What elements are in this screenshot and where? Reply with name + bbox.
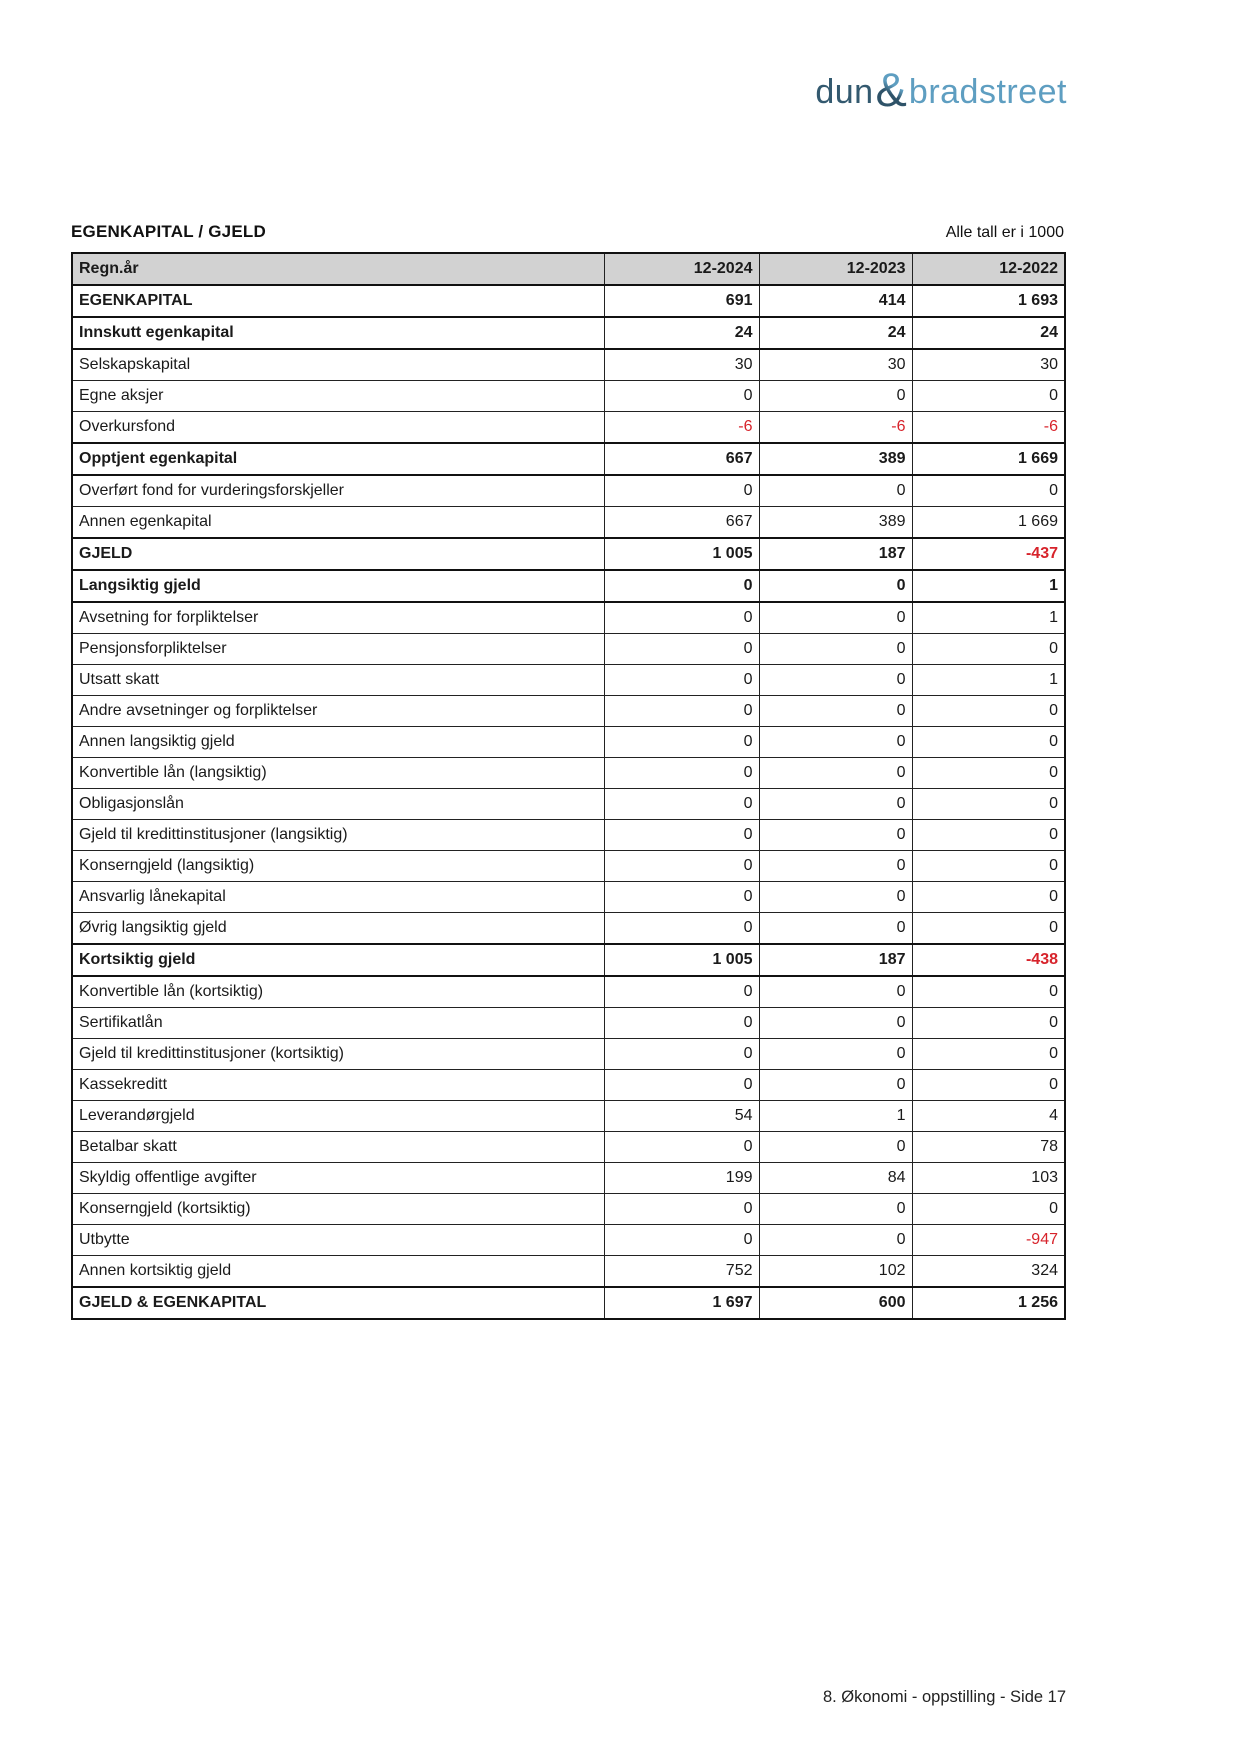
row-label: Langsiktig gjeld: [72, 570, 604, 602]
row-value: 0: [759, 976, 912, 1008]
row-label: Sertifikatlån: [72, 1008, 604, 1039]
row-value: 24: [759, 317, 912, 349]
row-value: 1: [912, 665, 1065, 696]
row-value: 30: [604, 349, 759, 381]
row-value: -6: [912, 412, 1065, 444]
row-value: 0: [912, 882, 1065, 913]
row-label: EGENKAPITAL: [72, 285, 604, 317]
row-value: 389: [759, 507, 912, 539]
row-value: 0: [759, 475, 912, 507]
table-row: [72, 1008, 1065, 1039]
row-value: 0: [759, 634, 912, 665]
row-value: -438: [912, 944, 1065, 976]
row-value: 0: [604, 381, 759, 412]
row-label: Utsatt skatt: [72, 665, 604, 696]
row-value: 0: [759, 1194, 912, 1225]
row-value: 0: [912, 1039, 1065, 1070]
row-value: 0: [604, 1132, 759, 1163]
row-label: Overført fond for vurderingsforskjeller: [72, 475, 604, 507]
row-label: Betalbar skatt: [72, 1132, 604, 1163]
row-value: 0: [759, 882, 912, 913]
row-label: Leverandørgjeld: [72, 1101, 604, 1132]
row-value: 600: [759, 1287, 912, 1319]
table-row: [72, 1101, 1065, 1132]
units-note: Alle tall er i 1000: [945, 224, 1064, 241]
row-label: Kassekreditt: [72, 1070, 604, 1101]
column-header-year: 12-2022: [912, 253, 1065, 285]
row-value: 0: [759, 820, 912, 851]
row-value: 0: [604, 820, 759, 851]
table-row: [72, 412, 1065, 444]
table-row: [72, 1163, 1065, 1194]
row-value: 0: [912, 789, 1065, 820]
row-label: Gjeld til kredittinstitusjoner (kortsiktig): [72, 1039, 604, 1070]
row-value: 0: [759, 602, 912, 634]
row-label: Obligasjonslån: [72, 789, 604, 820]
row-value: 0: [912, 381, 1065, 412]
row-label: Ansvarlig lånekapital: [72, 882, 604, 913]
row-value: 0: [912, 820, 1065, 851]
row-value: 1 697: [604, 1287, 759, 1319]
row-value: 0: [604, 882, 759, 913]
row-value: 0: [759, 758, 912, 789]
row-label: Skyldig offentlige avgifter: [72, 1163, 604, 1194]
table-row: [72, 443, 1065, 475]
row-value: 0: [604, 602, 759, 634]
row-value: 0: [759, 696, 912, 727]
row-value: 0: [759, 1039, 912, 1070]
row-value: -947: [912, 1225, 1065, 1256]
row-value: 0: [604, 1225, 759, 1256]
table-row: [72, 538, 1065, 570]
row-value: 0: [604, 913, 759, 945]
dun-bradstreet-logo: [815, 63, 1067, 116]
row-value: 102: [759, 1256, 912, 1288]
table-row: [72, 851, 1065, 882]
row-value: 0: [912, 696, 1065, 727]
row-value: 187: [759, 538, 912, 570]
row-value: 0: [604, 727, 759, 758]
row-value: 54: [604, 1101, 759, 1132]
table-row: [72, 944, 1065, 976]
table-row: [72, 475, 1065, 507]
table-row: [72, 882, 1065, 913]
row-value: 0: [604, 475, 759, 507]
row-value: 4: [912, 1101, 1065, 1132]
row-value: 0: [759, 1132, 912, 1163]
row-value: 1 005: [604, 538, 759, 570]
table-row: [72, 1132, 1065, 1163]
row-value: 0: [759, 1070, 912, 1101]
row-value: 0: [604, 851, 759, 882]
section-title: EGENKAPITAL / GJELD: [71, 222, 266, 241]
row-label: Avsetning for forpliktelser: [72, 602, 604, 634]
row-value: 0: [912, 851, 1065, 882]
balance-sheet-table-wrap: [71, 252, 1064, 1320]
row-value: 752: [604, 1256, 759, 1288]
row-value: 0: [604, 1070, 759, 1101]
row-label: Konvertible lån (kortsiktig): [72, 976, 604, 1008]
table-row: [72, 602, 1065, 634]
row-value: 0: [604, 1194, 759, 1225]
row-value: 24: [912, 317, 1065, 349]
row-label: Pensjonsforpliktelser: [72, 634, 604, 665]
row-value: 0: [604, 570, 759, 602]
row-value: 667: [604, 443, 759, 475]
row-value: 0: [759, 727, 912, 758]
table-row: [72, 1256, 1065, 1288]
row-value: 0: [604, 1008, 759, 1039]
table-row: [72, 1194, 1065, 1225]
row-label: Utbytte: [72, 1225, 604, 1256]
row-label: GJELD: [72, 538, 604, 570]
column-header-year: 12-2024: [604, 253, 759, 285]
table-row: [72, 727, 1065, 758]
table-row: [72, 758, 1065, 789]
row-value: 0: [912, 758, 1065, 789]
row-value: 691: [604, 285, 759, 317]
row-value: 1 005: [604, 944, 759, 976]
row-label: Øvrig langsiktig gjeld: [72, 913, 604, 945]
row-label: Kortsiktig gjeld: [72, 944, 604, 976]
row-label: Selskapskapital: [72, 349, 604, 381]
table-row: [72, 317, 1065, 349]
row-value: 0: [759, 665, 912, 696]
table-heading: [71, 222, 1064, 242]
balance-sheet-table: [71, 252, 1066, 1320]
table-row: [72, 1225, 1065, 1256]
row-value: 0: [912, 1194, 1065, 1225]
row-value: 414: [759, 285, 912, 317]
table-row: [72, 789, 1065, 820]
table-row: [72, 1287, 1065, 1319]
row-label: Andre avsetninger og forpliktelser: [72, 696, 604, 727]
row-value: -6: [759, 412, 912, 444]
row-value: 0: [759, 789, 912, 820]
row-value: 0: [912, 634, 1065, 665]
row-value: 1 669: [912, 507, 1065, 539]
row-value: 30: [759, 349, 912, 381]
table-row: [72, 349, 1065, 381]
table-header: [72, 253, 1065, 285]
table-row: [72, 285, 1065, 317]
row-value: 1: [912, 602, 1065, 634]
row-label: Egne aksjer: [72, 381, 604, 412]
row-value: 103: [912, 1163, 1065, 1194]
row-value: 0: [759, 381, 912, 412]
row-value: 0: [912, 913, 1065, 945]
row-value: 0: [604, 758, 759, 789]
row-value: 84: [759, 1163, 912, 1194]
table-header-row: [72, 253, 1065, 285]
row-value: 0: [759, 851, 912, 882]
row-value: 0: [604, 789, 759, 820]
row-value: 0: [759, 570, 912, 602]
row-value: 0: [912, 727, 1065, 758]
logo-word-bradstreet: bradstreet: [908, 72, 1067, 111]
row-label: Innskutt egenkapital: [72, 317, 604, 349]
row-value: 30: [912, 349, 1065, 381]
row-value: 0: [912, 475, 1065, 507]
row-label: Opptjent egenkapital: [72, 443, 604, 475]
table-row: [72, 1039, 1065, 1070]
column-header-label: Regn.år: [72, 253, 604, 285]
row-value: 0: [759, 1008, 912, 1039]
table-row: [72, 381, 1065, 412]
table-row: [72, 1070, 1065, 1101]
row-value: 389: [759, 443, 912, 475]
row-label: GJELD & EGENKAPITAL: [72, 1287, 604, 1319]
row-label: Gjeld til kredittinstitusjoner (langsiktig): [72, 820, 604, 851]
row-value: 1 693: [912, 285, 1065, 317]
row-value: 0: [759, 913, 912, 945]
table-row: [72, 570, 1065, 602]
row-value: 78: [912, 1132, 1065, 1163]
page-footer: 8. Økonomi - oppstilling - Side 17: [822, 1688, 1066, 1706]
row-value: 0: [604, 976, 759, 1008]
row-value: 199: [604, 1163, 759, 1194]
logo-ampersand-icon: &: [875, 63, 907, 116]
row-label: Overkursfond: [72, 412, 604, 444]
row-value: 1 669: [912, 443, 1065, 475]
logo-word-dun: dun: [815, 72, 874, 111]
row-value: 1: [912, 570, 1065, 602]
row-value: 187: [759, 944, 912, 976]
table-row: [72, 820, 1065, 851]
row-value: 667: [604, 507, 759, 539]
row-value: 324: [912, 1256, 1065, 1288]
row-value: 1: [759, 1101, 912, 1132]
column-header-year: 12-2023: [759, 253, 912, 285]
row-value: 0: [604, 696, 759, 727]
row-value: 0: [912, 1070, 1065, 1101]
row-label: Annen langsiktig gjeld: [72, 727, 604, 758]
row-value: -6: [604, 412, 759, 444]
table-row: [72, 913, 1065, 945]
table-row: [72, 507, 1065, 539]
row-label: Konserngjeld (kortsiktig): [72, 1194, 604, 1225]
row-label: Annen egenkapital: [72, 507, 604, 539]
row-value: 0: [604, 665, 759, 696]
row-value: 0: [912, 1008, 1065, 1039]
row-value: 0: [604, 1039, 759, 1070]
row-value: 0: [759, 1225, 912, 1256]
row-value: 0: [912, 976, 1065, 1008]
row-label: Annen kortsiktig gjeld: [72, 1256, 604, 1288]
row-value: -437: [912, 538, 1065, 570]
row-value: 24: [604, 317, 759, 349]
table-row: [72, 665, 1065, 696]
table-body: [72, 285, 1065, 1319]
table-row: [72, 696, 1065, 727]
table-row: [72, 634, 1065, 665]
row-label: Konserngjeld (langsiktig): [72, 851, 604, 882]
row-label: Konvertible lån (langsiktig): [72, 758, 604, 789]
table-row: [72, 976, 1065, 1008]
row-value: 0: [604, 634, 759, 665]
row-value: 1 256: [912, 1287, 1065, 1319]
